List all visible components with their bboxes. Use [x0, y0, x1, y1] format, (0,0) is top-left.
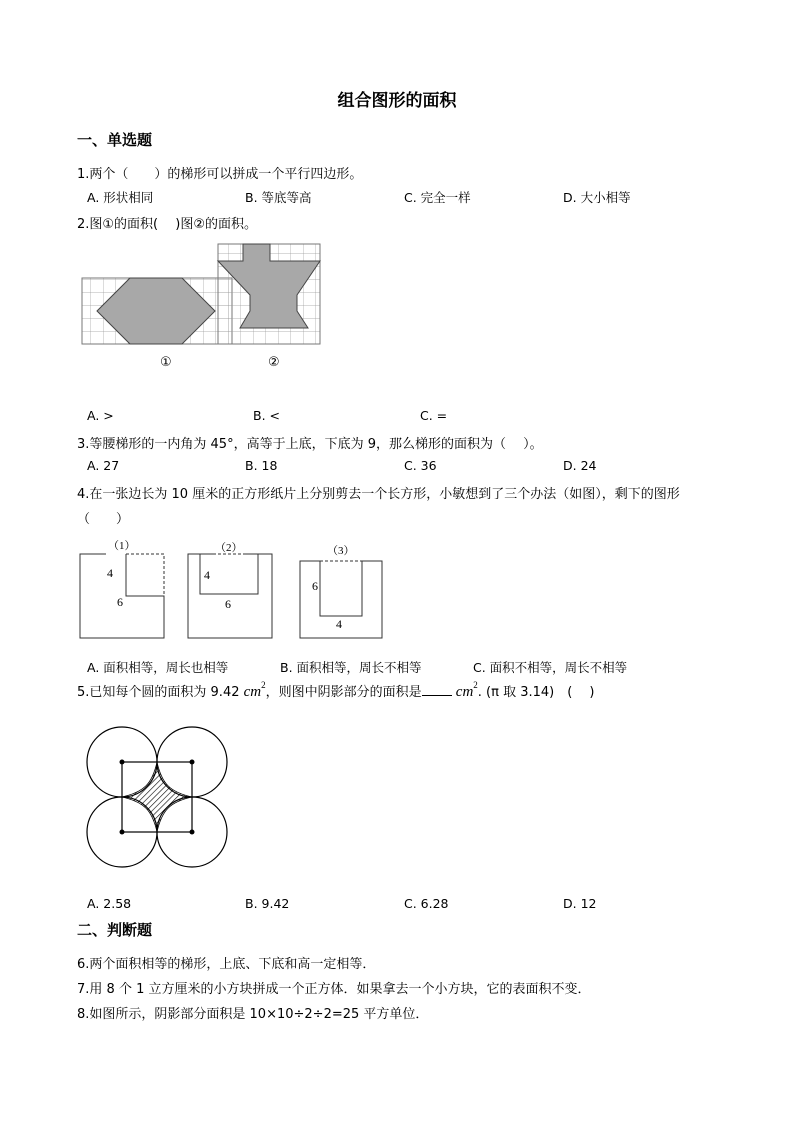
q5-circles-figure [82, 722, 234, 874]
q5-text-b: ，则图中阴影部分的面积是 [265, 685, 422, 700]
question-7: 7.用 8 个 1 立方厘米的小方块拼成一个正方体．如果拿去一个小方块，它的表面积不变． [77, 982, 591, 997]
q5-option-b: B. 9.42 [245, 896, 290, 911]
q4-option-a: A. 面积相等，周长也相等 [87, 660, 229, 675]
question-4-line-1: 4.在一张边长为 10 厘米的正方形纸片上分别剪去一个长方形，小敏想到了三个办法（如图），剩下的图形 [77, 487, 680, 502]
section-heading-single-choice: 一、单选题 [77, 131, 153, 149]
question-6: 6.两个面积相等的梯形，上底、下底和高一定相等． [77, 957, 376, 972]
q1-option-b: B. 等底等高 [245, 190, 312, 205]
q4-fig3-dim-width: 4 [336, 617, 342, 631]
question-1: 1.两个（ ）的梯形可以拼成一个平行四边形。 [77, 167, 363, 182]
q4-fig-label-1: （1） [108, 540, 136, 552]
q5-option-c: C. 6.28 [404, 896, 449, 911]
q3-option-b: B. 18 [245, 458, 278, 473]
q2-fig-label-1: ① [160, 355, 172, 370]
q5-unit-2: $cm^2$ [455, 680, 478, 700]
q1-option-c: C. 完全一样 [404, 190, 471, 205]
q5-text-c: . (π 取 3.14) ( ) [477, 685, 595, 700]
q2-fig-label-2: ② [268, 355, 280, 370]
q4-fig3-dim-height: 6 [312, 579, 318, 593]
q5-answer-blank [422, 683, 452, 696]
q4-fig1-dim-width: 6 [117, 595, 123, 609]
page-title: 组合图形的面积 [337, 91, 457, 111]
q4-fig-label-3: （3） [327, 545, 355, 557]
question-4-line-2: （ ） [77, 512, 130, 527]
q3-option-a: A. 27 [87, 458, 120, 473]
q5-unit-1: $cm^2$ [243, 680, 266, 700]
q4-option-c: C. 面积不相等，周长不相等 [473, 660, 628, 675]
question-3: 3.等腰梯形的一内角为 45°，高等于上底，下底为 9，那么梯形的面积为（ ）。 [77, 437, 543, 452]
q2-option-b: B. < [253, 408, 280, 423]
q5-option-d: D. 12 [563, 896, 597, 911]
q2-option-c: C. = [420, 408, 448, 423]
shaded-region [122, 762, 192, 832]
q4-fig-label-2: （2） [215, 542, 243, 554]
q1-option-a: A. 形状相同 [87, 190, 154, 205]
question-2: 2.图①的面积( )图②的面积。 [77, 217, 257, 232]
q2-grid-figures [78, 240, 328, 352]
q4-fig1-dim-height: 4 [107, 566, 113, 580]
q1-option-d: D. 大小相等 [563, 190, 631, 205]
section-heading-true-false: 二、判断题 [77, 921, 153, 939]
question-5 [77, 681, 595, 701]
q4-fig2-dim-width: 6 [225, 597, 231, 611]
q4-fig2-dim-height: 4 [204, 568, 210, 582]
q5-text-a: 5.已知每个圆的面积为 9.42 [77, 685, 240, 700]
q3-option-c: C. 36 [404, 458, 437, 473]
q3-option-d: D. 24 [563, 458, 597, 473]
question-8: 8.如图所示，阴影部分面积是 10×10÷2÷2=25 平方单位． [77, 1007, 429, 1022]
q2-option-a: A. > [87, 408, 114, 423]
q5-option-a: A. 2.58 [87, 896, 132, 911]
q4-option-b: B. 面积相等，周长不相等 [280, 660, 422, 675]
